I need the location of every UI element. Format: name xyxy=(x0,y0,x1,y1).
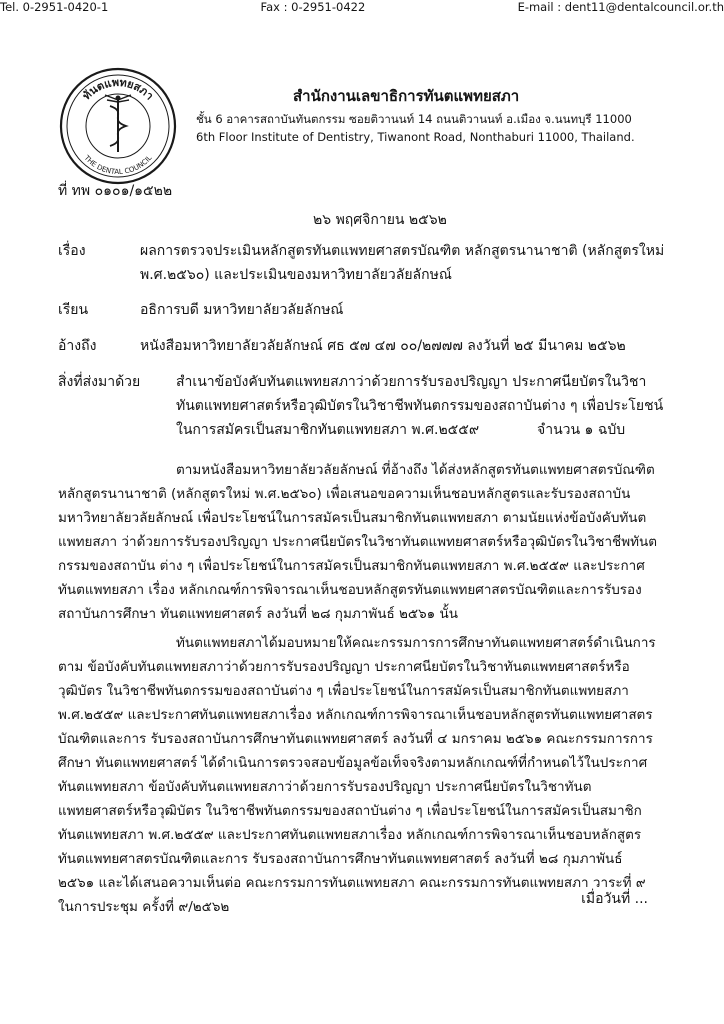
address-english: 6th Floor Institute of Dentistry, Tiwanont Road, Nonthaburi 11000, Thailand. xyxy=(196,130,635,144)
document-date: ๒๖ พฤศจิกายน ๒๕๖๒ xyxy=(313,212,447,228)
contact-line xyxy=(0,0,724,14)
seal-graphic xyxy=(58,60,178,192)
subject-label: เรื่อง xyxy=(58,243,86,259)
telephone: Tel. 0-2951-0420-1 xyxy=(0,0,109,14)
email: E-mail : dent11@dentalcouncil.or.th xyxy=(517,0,724,14)
seal-text-bottom: THE DENTAL COUNCIL xyxy=(82,153,154,177)
subject-line-1: ผลการตรวจประเมินหลักสูตรทันตแพทยศาสตรบัณฑิต หลักสูตรนานาชาติ (หลักสูตรใหม่ xyxy=(140,243,665,259)
enclosure-label: สิ่งที่ส่งมาด้วย xyxy=(58,374,141,390)
document-number: ที่ ทพ ๐๑๐๑/๑๕๒๒ xyxy=(58,183,173,199)
subject-line-2: พ.ศ.๒๕๖๐) และประเมินของมหาวิทยาลัยวลัยลักษณ์ xyxy=(140,267,452,283)
enclosure-line-3: ในการสมัครเป็นสมาชิกทันตแพทยสภา พ.ศ.๒๕๕๙ xyxy=(176,422,480,438)
reference-value: หนังสือมหาวิทยาลัยวลัยลักษณ์ ศธ ๕๗ ๔๗ ๐๐/๒๗๗๗ ลงวันที่ ๒๕ มีนาคม ๒๕๖๒ xyxy=(140,338,626,354)
fax: Fax : 0-2951-0422 xyxy=(260,0,366,14)
organization-name: สำนักงานเลขาธิการทันตแพทยสภา xyxy=(293,87,520,105)
page-continuation: เมื่อวันที่ ... xyxy=(581,891,648,907)
enclosure-line-2: ทันตแพทยศาสตร์หรือวุฒิบัตรในวิชาชีพทันตกรรมของสถาบันต่าง ๆ เพื่อประโยชน์ xyxy=(176,398,664,414)
body-paragraph-1: ตามหนังสือมหาวิทยาลัยวลัยลักษณ์ ที่อ้างถึง ได้ส่งหลักสูตรทันตแพทยศาสตรบัณฑิต หลักสูตรนานาชาติ (หลักสูตรใหม่ พ.ศ.๒๕๖๐) เพื่อเสนอขอความเห็นชอบหลักสูตรและรับรองสถาบัน มหาวิทยาลัยวลัยลักษณ์ เพื่อประโยชน์ในการสมัครเป็นสมาชิกทันตแพทยสภา ตามนัยแห่งข้อบังคับทันตแพทยสภา ว่าด้วยการรับรองปริญญา ประกาศนียบัตรในวิชาทันตแพทยศาสตร์หรือวุฒิบัตรในวิชาชีพทันตกรรมของสถาบัน ต่าง ๆ เพื่อประโยชน์ในการสมัครเป็นสมาชิกทันตแพทยสภา พ.ศ.๒๕๕๙ และประกาศทันตแพทยสภา เรื่อง หลักเกณฑ์การพิจารณาเห็นชอบหลักสูตรทันตแพทยศาสตรบัณฑิตและการรับรองสถาบันการศึกษา ทันตแพทยศาสตร์ ลงวันที่ ๒๘ กุมภาพันธ์ ๒๕๖๑ นั้น xyxy=(58,462,658,622)
enclosure-quantity: จำนวน ๑ ฉบับ xyxy=(537,422,626,438)
dental-council-seal-logo xyxy=(58,60,178,192)
enclosure-line-1: สำเนาข้อบังคับทันตแพทยสภาว่าด้วยการรับรองปริญญา ประกาศนียบัตรในวิชา xyxy=(176,374,647,390)
recipient-label: เรียน xyxy=(58,302,89,318)
address-thai: ชั้น 6 อาคารสถาบันทันตกรรม ซอยติวานนท์ 14 ถนนติวานนท์ อ.เมือง จ.นนทบุรี 11000 xyxy=(196,112,632,126)
reference-label: อ้างถึง xyxy=(58,338,97,354)
recipient: อธิการบดี มหาวิทยาลัยวลัยลักษณ์ xyxy=(140,302,344,318)
body-paragraph-2: ทันตแพทยสภาได้มอบหมายให้คณะกรรมการการศึกษาทันตแพทยศาสตร์ดำเนินการตาม ข้อบังคับทันตแพทยสภาว่าด้วยการรับรองปริญญา ประกาศนียบัตรในวิชาทันตแพทยศาสตร์หรือวุฒิบัตร ในวิชาชีพทันตกรรมของสถาบันต่าง ๆ เพื่อประโยชน์ในการสมัครเป็นสมาชิกทันตแพทยสภา พ.ศ.๒๕๕๙ และประกาศทันตแพทยสภาเรื่อง หลักเกณฑ์การพิจารณาเห็นชอบหลักสูตรทันตแพทยศาสตรบัณฑิตและการ รับรองสถาบันการศึกษาทันตแพทยศาสตร์ ลงวันที่ ๔ มกราคม ๒๕๖๑ คณะกรรมการการศึกษา ทันตแพทยศาสตร์ ได้ดำเนินการตรวจสอบข้อมูลข้อเท็จจริงตามหลักเกณฑ์ที่กำหนดไว้ในประกาศทันตแพทยสภา ข้อบังคับทันตแพทยสภาว่าด้วยการรับรองปริญญา ประกาศนียบัตรในวิชาทันตแพทยศาสตร์หรือวุฒิบัตร ในวิชาชีพทันตกรรมของสถาบันต่าง ๆ เพื่อประโยชน์ในการสมัครเป็นสมาชิกทันตแพทยสภา พ.ศ.๒๕๕๙ และประกาศทันตแพทยสภาเรื่อง หลักเกณฑ์การพิจารณาเห็นชอบหลักสูตรทันตแพทยศาสตรบัณฑิตและการ รับรองสถาบันการศึกษาทันตแพทยศาสตร์ ลงวันที่ ๒๘ กุมภาพันธ์ ๒๕๖๑ และได้เสนอความเห็นต่อ คณะกรรมการทันตแพทยสภา คณะกรรมการทันตแพทยสภา วาระที่ ๙ ในการประชุม ครั้งที่ ๙/๒๕๖๒ xyxy=(58,635,656,915)
seal-text-top: ทันตแพทยสภา xyxy=(79,75,157,103)
